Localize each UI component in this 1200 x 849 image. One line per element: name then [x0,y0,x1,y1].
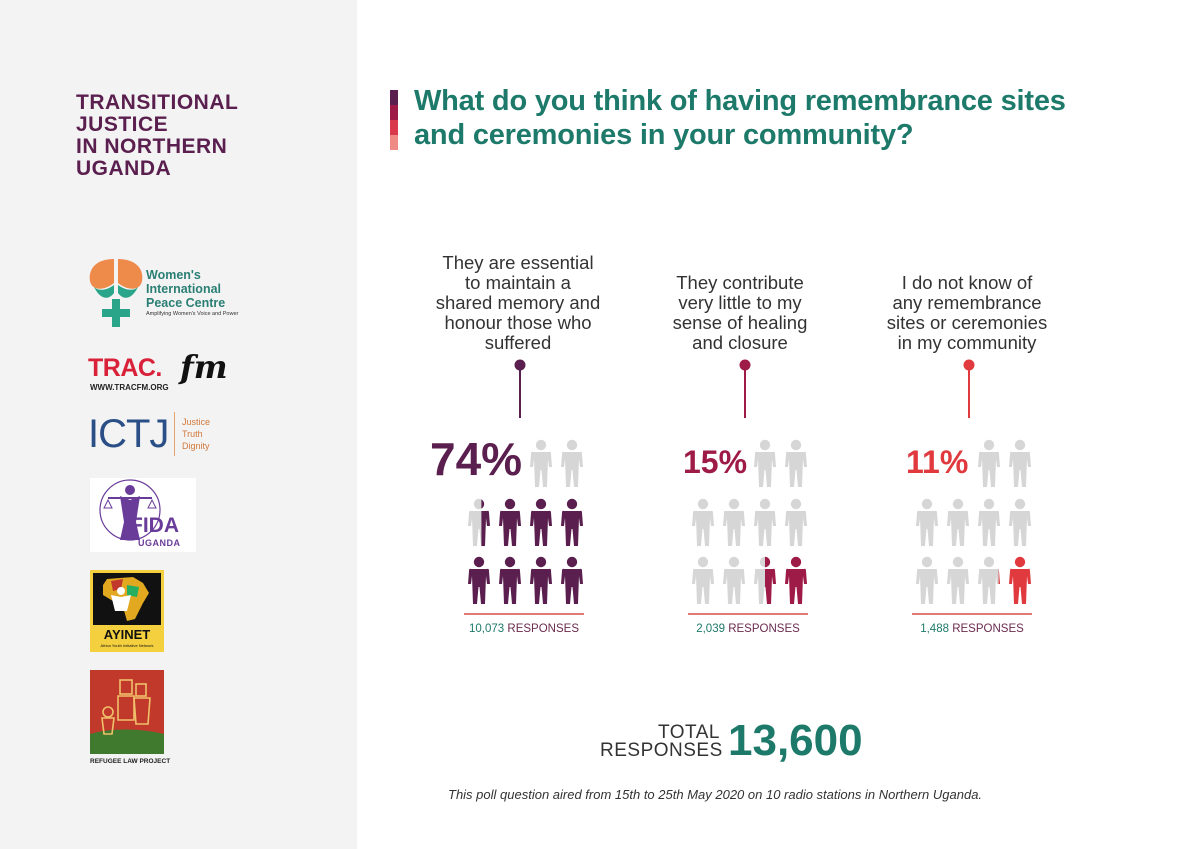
percent-label-little: 15% [683,444,748,480]
option-label-line: honour those who [444,312,592,333]
ictj-motto: Dignity [182,441,210,451]
ayinet-text: AYINET [103,627,151,642]
person-icon [978,557,1000,604]
response-count: 2,039 [696,623,725,635]
baseline-unknown [912,613,1032,615]
response-count: 10,073 [469,623,505,635]
option-label-line: suffered [484,332,552,353]
ictj-motto: Justice [182,417,211,427]
person-icon [754,499,776,546]
rlp-text: REFUGEE LAW PROJECT [90,758,171,765]
brand-line: IN NORTHERN [76,135,228,158]
person-icon [785,557,807,604]
option-label-line: sense of healing [672,312,808,333]
person-icon [1009,557,1031,604]
tracfm-script: fm [180,348,228,386]
option-label-line: They are essential [442,252,594,273]
tracfm-text: TRAC. [88,354,162,382]
option-label-line: in my community [897,332,1037,353]
ayinet-sub: Africa Youth Initiative Network [100,643,154,648]
brand-line: TRANSITIONAL [76,91,239,114]
person-icon [1009,499,1031,546]
option-label-line: and closure [692,332,788,353]
question-line: and ceremonies in your community? [414,119,914,151]
person-icon [723,499,745,546]
person-icon [692,557,714,604]
wipc-text: International [146,282,222,296]
person-icon [561,499,583,546]
ictj-motto: Truth [182,429,203,439]
option-label-line: to maintain a [465,272,571,293]
percent-label-unknown: 11% [906,444,969,480]
responses-little [658,623,838,635]
brand-line: JUSTICE [76,113,169,136]
person-icon [785,440,807,487]
icon-group-little [692,440,807,604]
person-icon [561,557,583,604]
person-icon [468,557,490,604]
footnote: This poll question aired from 15th to 25th May 2020 on 10 radio stations in Northern Uganda. [448,787,983,802]
icon-group-essential [468,440,583,604]
baseline-little [688,613,808,615]
total-value: 13,600 [728,716,863,765]
wipc-text: Women's [146,268,201,282]
baseline-essential [464,613,584,615]
person-icon [978,499,1000,546]
person-icon [947,499,969,546]
person-icon [561,440,583,487]
person-icon [468,499,490,546]
person-icon [499,499,521,546]
wipc-text: Peace Centre [146,296,226,310]
person-icon [916,557,938,604]
person-icon [947,557,969,604]
percent-label-essential: 74% [430,433,523,485]
option-label-line: They contribute [676,272,804,293]
wipc-tagline: Amplifying Women's Voice and Power [146,311,239,317]
person-icon [754,557,776,604]
person-icon [723,557,745,604]
response-count: 1,488 [920,623,949,635]
option-label-line: sites or ceremonies [886,312,1048,333]
person-icon [692,499,714,546]
tracfm-url: WWW.TRACFM.ORG [90,383,169,392]
option-label-line: I do not know of [901,272,1033,293]
option-label-line: very little to my [678,292,802,313]
total-label-line: TOTAL [658,722,720,743]
person-icon [499,557,521,604]
fida-sub: UGANDA [138,538,181,548]
option-label-line: shared memory and [435,292,601,313]
response-suffix: RESPONSES [952,623,1024,635]
responses-essential [434,623,614,635]
person-icon [916,499,938,546]
fida-text: FIDA [130,514,179,537]
icon-group-unknown [916,440,1031,604]
person-icon [785,499,807,546]
total-label [600,722,723,761]
person-icon [530,557,552,604]
person-icon [530,499,552,546]
total-label-line: RESPONSES [600,740,723,761]
option-label-line: any remembrance [892,292,1042,313]
response-suffix: RESPONSES [728,623,800,635]
person-icon [754,440,776,487]
response-suffix: RESPONSES [507,623,579,635]
person-icon [530,440,552,487]
ictj-text: ICTJ [88,412,169,456]
responses-unknown [882,623,1062,635]
person-icon [1009,440,1031,487]
person-icon [978,440,1000,487]
brand-line: UGANDA [76,157,172,180]
question-line: What do you think of having remembrance sites [414,85,1066,117]
